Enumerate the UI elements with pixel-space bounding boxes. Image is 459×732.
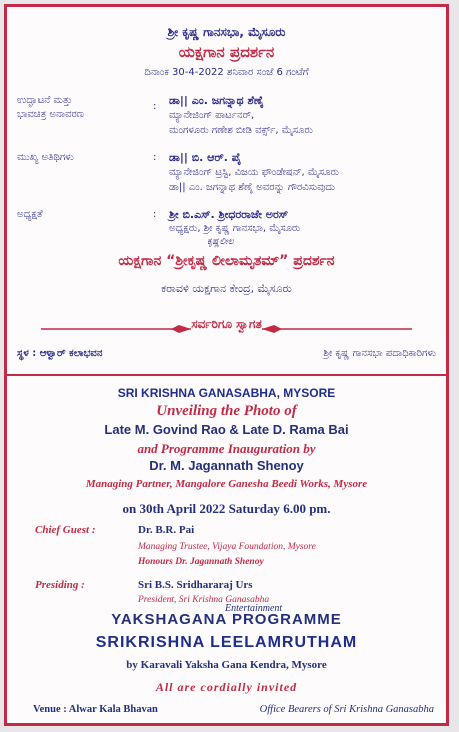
english-org: SRI KRISHNA GANASABHA, MYSORE: [117, 386, 336, 400]
english-programme-title: YAKSHAGANA PROGRAMME: [111, 611, 342, 628]
kannada-inaug-line3: ಮಂಗಳೂರು ಗಣೇಶ ಬೀಡಿ ವರ್ಕ್ಸ್, ಮೈಸೂರು: [169, 125, 313, 136]
english-chief-name: Dr. B.R. Pai: [138, 524, 195, 536]
kannada-inaug-label-1: ಉದ್ಘಾಟನೆ ಮತ್ತು: [17, 95, 73, 106]
kannada-inaug-label-2: ಭಾವಚಿತ್ರ ಅನಾವರಣ: [17, 109, 84, 120]
english-chief-line2: Managing Trustee, Vijaya Foundation, Mysore: [138, 542, 316, 552]
english-troupe: by Karavali Yaksha Gana Kendra, Mysore: [126, 659, 327, 671]
english-partner: Managing Partner, Mangalore Ganesha Beedi Works, Mysore: [85, 478, 368, 490]
english-date: on 30th April 2022 Saturday 6.00 pm.: [122, 501, 331, 516]
english-pres-name: Sri B.S. Sridhararaj Urs: [138, 579, 253, 591]
kannada-chief-line3: ಡಾ|| ಎಂ. ಜಗನ್ನಾಥ ಶೆಣೈ ಅವರನ್ನು ಗೌರವಿಸುವುದು: [169, 182, 335, 193]
kannada-programme: ಯಕ್ಷಗಾನ “ಶ್ರೀಕೃಷ್ಣ ಲೀಲಾಮೃತಮ್” ಪ್ರದರ್ಶನ: [118, 253, 335, 269]
english-pres-label: Presiding :: [35, 579, 85, 591]
kannada-troupe: ಕರಾವಳಿ ಯಕ್ಷಗಾನ ಕೇಂದ್ರ, ಮೈಸೂರು: [161, 282, 292, 295]
kannada-date: ದಿನಾಂಕ 30-4-2022 ಶನಿವಾರ ಸಂಜೆ 6 ಗಂಟೆಗೆ: [144, 67, 309, 78]
kannada-pres-name: ಶ್ರೀ ಬಿ.ಎಸ್. ಶ್ರೀಧರರಾಜೇ ಅರಸ್: [169, 208, 289, 221]
right-ornament-icon: [262, 325, 412, 333]
english-handwritten-note: Entertainment: [225, 603, 283, 614]
english-venue: Venue : Alwar Kala Bhavan: [33, 704, 158, 715]
kannada-venue: ಸ್ಥಳ : ಆಳ್ವಾರ್ ಕಲಾಭವನ: [17, 348, 103, 359]
kannada-handwritten-note: ಕೃಷ್ಣಲೀಲ: [207, 237, 234, 247]
english-hosts: Office Bearers of Sri Krishna Ganasabha: [259, 704, 434, 715]
kannada-colon-2: :: [153, 152, 157, 163]
english-doctor: Dr. M. Jagannath Shenoy: [149, 458, 304, 473]
kannada-inaug-name: ಡಾ|| ಎಂ. ಜಗನ್ನಾಥ ಶೆಣೈ: [169, 94, 264, 107]
kannada-inaug-line2: ಮ್ಯಾನೇಜಿಂಗ್ ಪಾರ್ಟನರ್,: [169, 110, 255, 121]
kannada-title: ಯಕ್ಷಗಾನ ಪ್ರದರ್ಶನ: [178, 43, 275, 61]
english-pres-line2: President, Sri Krishna Ganasabha: [138, 595, 270, 605]
kannada-pres-label: ಅಧ್ಯಕ್ಷತೆ: [17, 209, 43, 220]
kannada-chief-label: ಮುಖ್ಯ ಅತಿಥಿಗಳು: [17, 152, 74, 163]
english-unveil: Unveiling the Photo of: [156, 403, 297, 419]
english-chief-label: Chief Guest :: [35, 524, 96, 536]
invitation-card: [4, 4, 449, 726]
kannada-welcome: ಸರ್ವರಿಗೂ ಸ್ವಾಗತ: [191, 317, 262, 331]
kannada-chief-name: ಡಾ|| ಬಿ. ಆರ್. ಪೈ: [169, 151, 242, 164]
english-inauguration: and Programme Inauguration by: [137, 441, 316, 456]
section-divider: [7, 374, 446, 376]
english-invite: All are cordially invited: [155, 680, 298, 694]
kannada-colon-3: :: [153, 209, 157, 220]
english-names: Late M. Govind Rao & Late D. Rama Bai: [104, 422, 349, 437]
kannada-colon-1: :: [153, 101, 157, 112]
kannada-hosts: ಶ್ರೀ ಕೃಷ್ಣ ಗಾನಸಭಾ ಪದಾಧಿಕಾರಿಗಳು: [323, 348, 436, 359]
kannada-chief-line2: ಮ್ಯಾನೇಜಿಂಗ್ ಟ್ರಸ್ಟಿ, ವಿಜಯ ಫೌಂಡೇಷನ್, ಮೈಸೂರು: [169, 167, 339, 178]
english-programme-name: SRIKRISHNA LEELAMRUTHAM: [95, 634, 358, 651]
english-chief-line3: Honours Dr. Jagannath Shenoy: [138, 557, 264, 567]
kannada-org: ಶ್ರೀ ಕೃಷ್ಣ ಗಾನಸಭಾ, ಮೈಸೂರು: [167, 25, 286, 39]
kannada-pres-line2: ಅಧ್ಯಕ್ಷರು, ಶ್ರೀ ಕೃಷ್ಣ ಗಾನಸಭಾ, ಮೈಸೂರು: [169, 223, 301, 234]
